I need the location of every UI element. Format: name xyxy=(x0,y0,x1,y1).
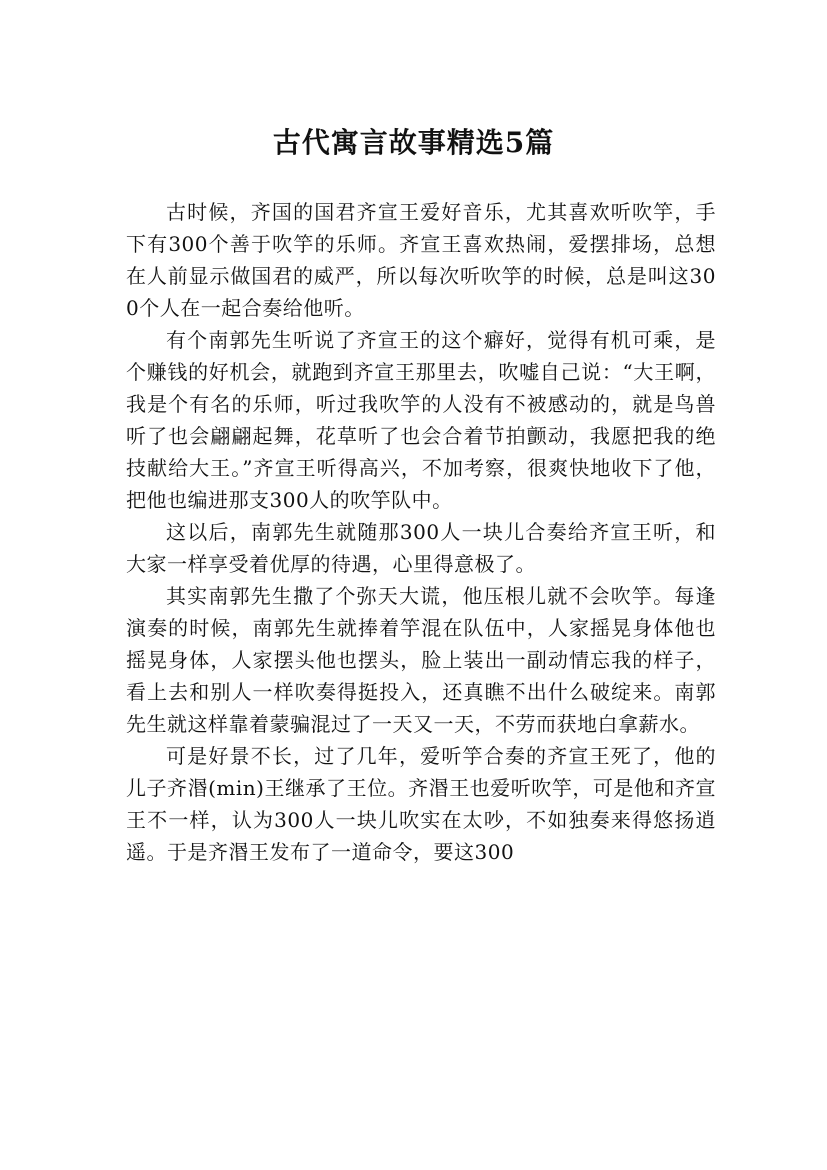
document-body xyxy=(126,196,716,868)
paragraph: 其实南郭先生撒了个弥天大谎，他压根儿就不会吹竽。每逢演奏的时候，南郭先生就捧着竽混在队伍中，人家摇晃身体他也摇晃身体，人家摆头他也摆头，脸上装出一副动情忘我的样子，看上去和别人一样吹奏得挺投入，还真瞧不出什么破绽来。南郭先生就这样靠着蒙骗混过了一天又一天，不劳而获地白拿薪水。 xyxy=(126,584,716,736)
paragraph: 可是好景不长，过了几年，爱听竽合奏的齐宣王死了，他的儿子齐湣(min)王继承了王位。齐湣王也爱听吹竽，可是他和齐宣王不一样，认为300人一块儿吹实在太吵，不如独奏来得悠扬逍遥。于是齐湣王发布了一道命令，要这300 xyxy=(126,744,716,864)
document-title: 古代寓言故事精选5篇 xyxy=(272,125,555,159)
paragraph: 有个南郭先生听说了齐宣王的这个癖好，觉得有机可乘，是个赚钱的好机会，就跑到齐宣王那里去，吹嘘自己说：“大王啊，我是个有名的乐师，听过我吹竽的人没有不被感动的，就是鸟兽听了也会翩翩起舞，花草听了也会合着节拍颤动，我愿把我的绝技献给大王。”齐宣王听得高兴，不加考察，很爽快地收下了他，把他也编进那支300人的吹竽队中。 xyxy=(126,328,716,512)
paragraph: 古时候，齐国的国君齐宣王爱好音乐，尤其喜欢听吹竽，手下有300个善于吹竽的乐师。齐宣王喜欢热闹，爱摆排场，总想在人前显示做国君的威严，所以每次听吹竽的时候，总是叫这300个人在一起合奏给他听。 xyxy=(126,200,716,320)
paragraph: 这以后，南郭先生就随那300人一块儿合奏给齐宣王听，和大家一样享受着优厚的待遇，心里得意极了。 xyxy=(126,520,716,576)
